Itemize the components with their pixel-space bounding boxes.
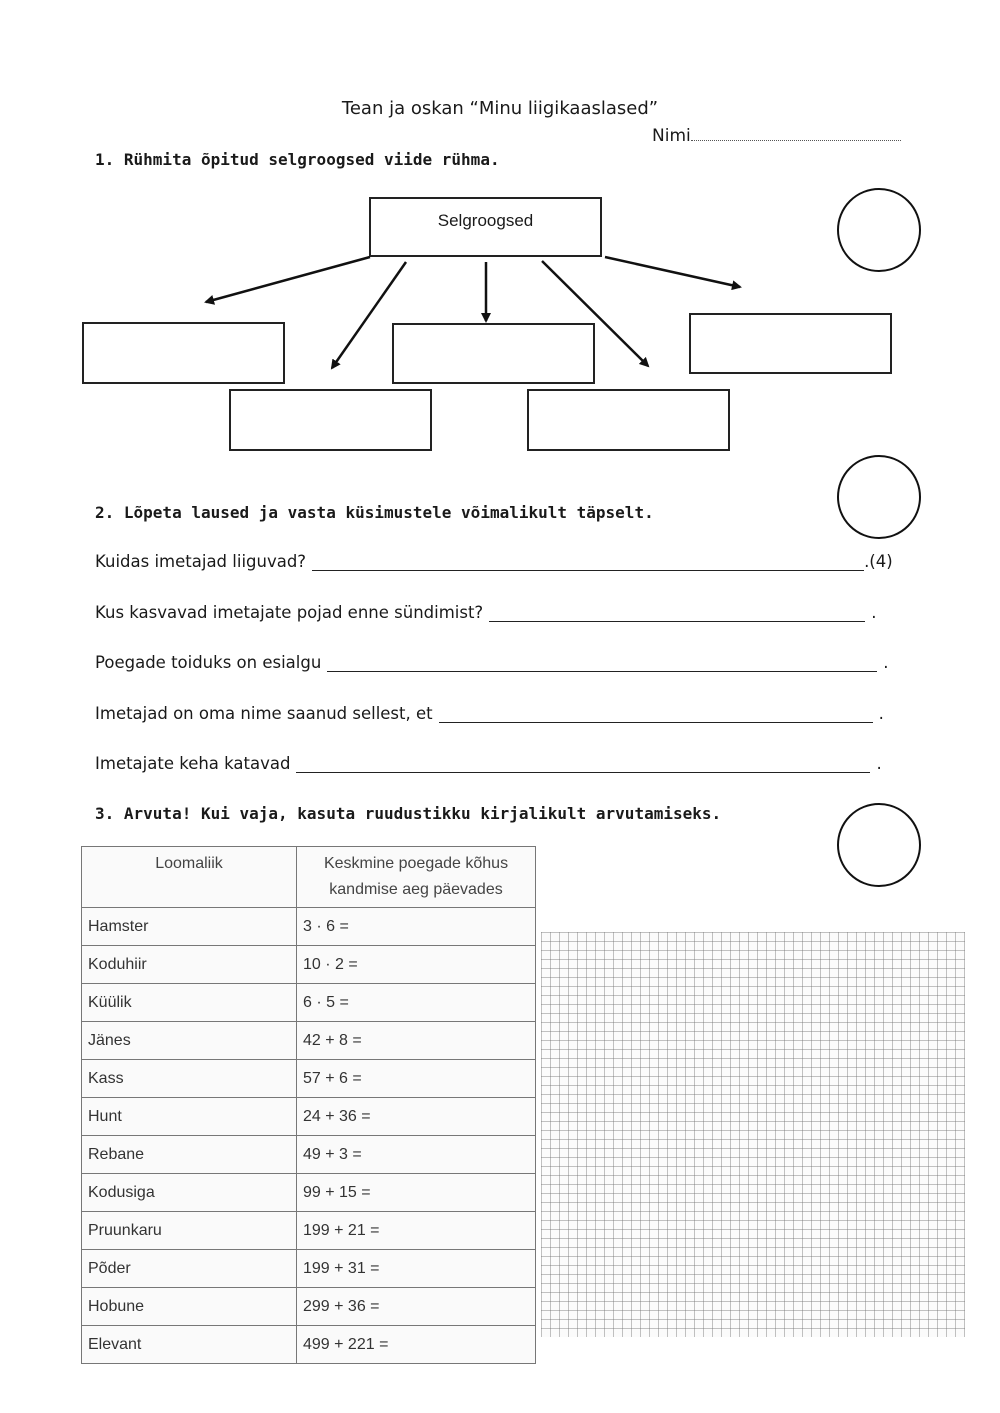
expression-cell[interactable]: 10 · 2 = — [297, 946, 536, 984]
table-row — [82, 1136, 536, 1174]
task1-question: 1. Rühmita õpitud selgroogsed viide rühma. — [95, 150, 500, 169]
sentence-end: . — [883, 653, 889, 672]
expression-cell[interactable]: 199 + 31 = — [297, 1250, 536, 1288]
sentence-line — [95, 552, 893, 571]
name-label: Nimi — [652, 126, 691, 146]
table-row — [82, 1326, 536, 1364]
task3-score-circle[interactable] — [837, 803, 921, 887]
expression-cell[interactable]: 199 + 21 = — [297, 1212, 536, 1250]
species-cell: Elevant — [82, 1326, 297, 1364]
answer-blank[interactable] — [296, 754, 870, 773]
expression-cell[interactable]: 42 + 8 = — [297, 1022, 536, 1060]
sentence-prompt: Kuidas imetajad liiguvad? — [95, 552, 307, 571]
task2-score-circle[interactable] — [837, 455, 921, 539]
table-row — [82, 946, 536, 984]
expression-cell[interactable]: 49 + 3 = — [297, 1136, 536, 1174]
answer-blank[interactable] — [327, 653, 877, 672]
species-cell: Kass — [82, 1060, 297, 1098]
table-header-row — [82, 847, 536, 908]
group-box-4[interactable] — [229, 389, 432, 451]
diagram-arrows — [0, 0, 1000, 470]
sentence-prompt: Poegade toiduks on esialgu — [95, 653, 322, 672]
sentence-line — [95, 603, 876, 622]
gestation-table — [81, 846, 536, 1364]
task3-question: 3. Arvuta! Kui vaja, kasuta ruudustikku kirjalikult arvutamiseks. — [95, 804, 722, 823]
table-row — [82, 1288, 536, 1326]
sentence-end: . — [876, 754, 882, 773]
species-cell: Kodusiga — [82, 1174, 297, 1212]
table-row — [82, 1212, 536, 1250]
answer-blank[interactable] — [439, 704, 873, 723]
table-row — [82, 984, 536, 1022]
table-row — [82, 908, 536, 946]
species-cell: Hobune — [82, 1288, 297, 1326]
species-cell: Koduhiir — [82, 946, 297, 984]
sentence-end: .(4) — [864, 552, 893, 571]
diagram-root-label: Selgroogsed — [437, 211, 534, 230]
species-cell: Küülik — [82, 984, 297, 1022]
group-box-5[interactable] — [527, 389, 730, 451]
species-cell: Jänes — [82, 1022, 297, 1060]
worksheet-title: Tean ja oskan “Minu liigikaaslased” — [341, 98, 659, 119]
sentence-line — [95, 704, 884, 723]
species-cell: Hamster — [82, 908, 297, 946]
group-box-3[interactable] — [689, 313, 892, 374]
answer-blank[interactable] — [489, 603, 865, 622]
sentence-prompt: Imetajad on oma nime saanud sellest, et — [95, 704, 433, 723]
group-box-1[interactable] — [82, 322, 285, 384]
column-header-species: Loomaliik — [82, 847, 297, 908]
arrow-to-group-1 — [206, 257, 370, 302]
expression-cell[interactable]: 499 + 221 = — [297, 1326, 536, 1364]
table-row — [82, 1250, 536, 1288]
answer-blank[interactable] — [312, 552, 864, 571]
group-box-2[interactable] — [392, 323, 595, 384]
species-cell: Põder — [82, 1250, 297, 1288]
species-cell: Rebane — [82, 1136, 297, 1174]
sentence-prompt: Kus kasvavad imetajate pojad enne sündimist? — [95, 603, 484, 622]
sentence-prompt: Imetajate keha katavad — [95, 754, 291, 773]
sentence-line — [95, 754, 882, 773]
calculation-grid[interactable] — [541, 932, 965, 1337]
arrow-to-group-5 — [605, 257, 740, 287]
column-header-duration: Keskmine poegade kõhus kandmise aeg päevades — [297, 847, 536, 908]
expression-cell[interactable]: 3 · 6 = — [297, 908, 536, 946]
task2-question: 2. Lõpeta laused ja vasta küsimustele võimalikult täpselt. — [95, 503, 654, 522]
expression-cell[interactable]: 57 + 6 = — [297, 1060, 536, 1098]
table-row — [82, 1060, 536, 1098]
species-cell: Pruunkaru — [82, 1212, 297, 1250]
expression-cell[interactable]: 6 · 5 = — [297, 984, 536, 1022]
expression-cell[interactable]: 24 + 36 = — [297, 1098, 536, 1136]
expression-cell[interactable]: 299 + 36 = — [297, 1288, 536, 1326]
sentence-end: . — [871, 603, 877, 622]
table-row — [82, 1098, 536, 1136]
sentence-end: . — [878, 704, 884, 723]
expression-cell[interactable]: 99 + 15 = — [297, 1174, 536, 1212]
sentence-line — [95, 653, 889, 672]
species-cell: Hunt — [82, 1098, 297, 1136]
table-row — [82, 1022, 536, 1060]
table-row — [82, 1174, 536, 1212]
